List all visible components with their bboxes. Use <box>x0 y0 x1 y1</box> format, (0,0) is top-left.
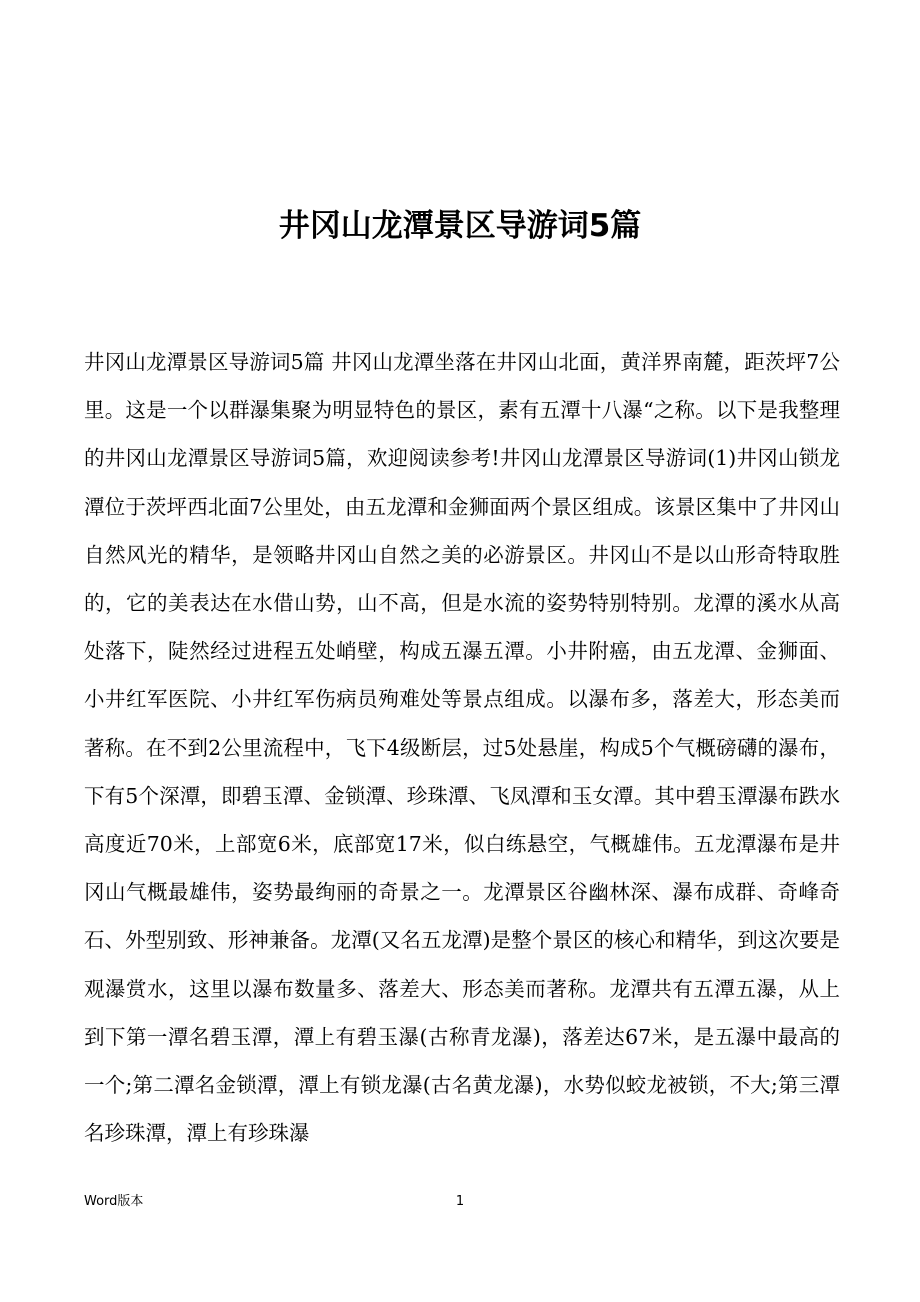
footer-page-number: 1 <box>455 1194 465 1209</box>
document-title: 井冈山龙潭景区导游词5篇 <box>278 208 642 244</box>
footer-version-label: Word版本 <box>84 1194 144 1209</box>
body-paragraph: 井冈山龙潭景区导游词5篇 井冈山龙潭坐落在井冈山北面，黄洋界南麓，距茨坪7公里。这是一个以群瀑集聚为明显特色的景区，素有五潭十八瀑“之称。以下是我整理的井冈山龙潭景区导游词5篇，欢迎阅读参考!井冈山龙潭景区导游词(1)井冈山锁龙潭位于茨坪西北面7公里处，由五龙潭和金狮面两个景区组成。该景区集中了井冈山自然风光的精华，是领略井冈山自然之美的必游景区。井冈山不是以山形奇特取胜的，它的美表达在水借山势，山不高，但是水流的姿势特别特别。龙潭的溪水从高处落下，陡然经过进程五处峭壁，构成五瀑五潭。小井附癌，由五龙潭、金狮面、小井红军医院、小井红军伤病员殉难处等景点组成。以瀑布多，落差大，形态美而著称。在不到2公里流程中，飞下4级断层，过5处悬崖，构成5个气概磅礴的瀑布，下有5个深潭，即碧玉潭、金锁潭、珍珠潭、飞凤潭和玉女潭。其中碧玉潭瀑布跌水高度近70米，上部宽6米，底部宽17米，似白练悬空，气概雄伟。五龙潭瀑布是井冈山气概最雄伟，姿势最绚丽的奇景之一。龙潭景区谷幽林深、瀑布成群、奇峰奇石、外型别致、形神兼备。龙潭(又名五龙潭)是整个景区的核心和精华，到这次要是观瀑赏水，这里以瀑布数量多、落差大、形态美而著称。龙潭共有五潭五瀑，从上到下第一潭名碧玉潭，潭上有碧玉瀑(古称青龙瀑)，落差达67米，是五瀑中最高的一个;第二潭名金锁潭，潭上有锁龙瀑(古名黄龙瀑)，水势似蛟龙被锁，不大;第三潭名珍珠潭，潭上有珍珠瀑 <box>84 350 840 1146</box>
